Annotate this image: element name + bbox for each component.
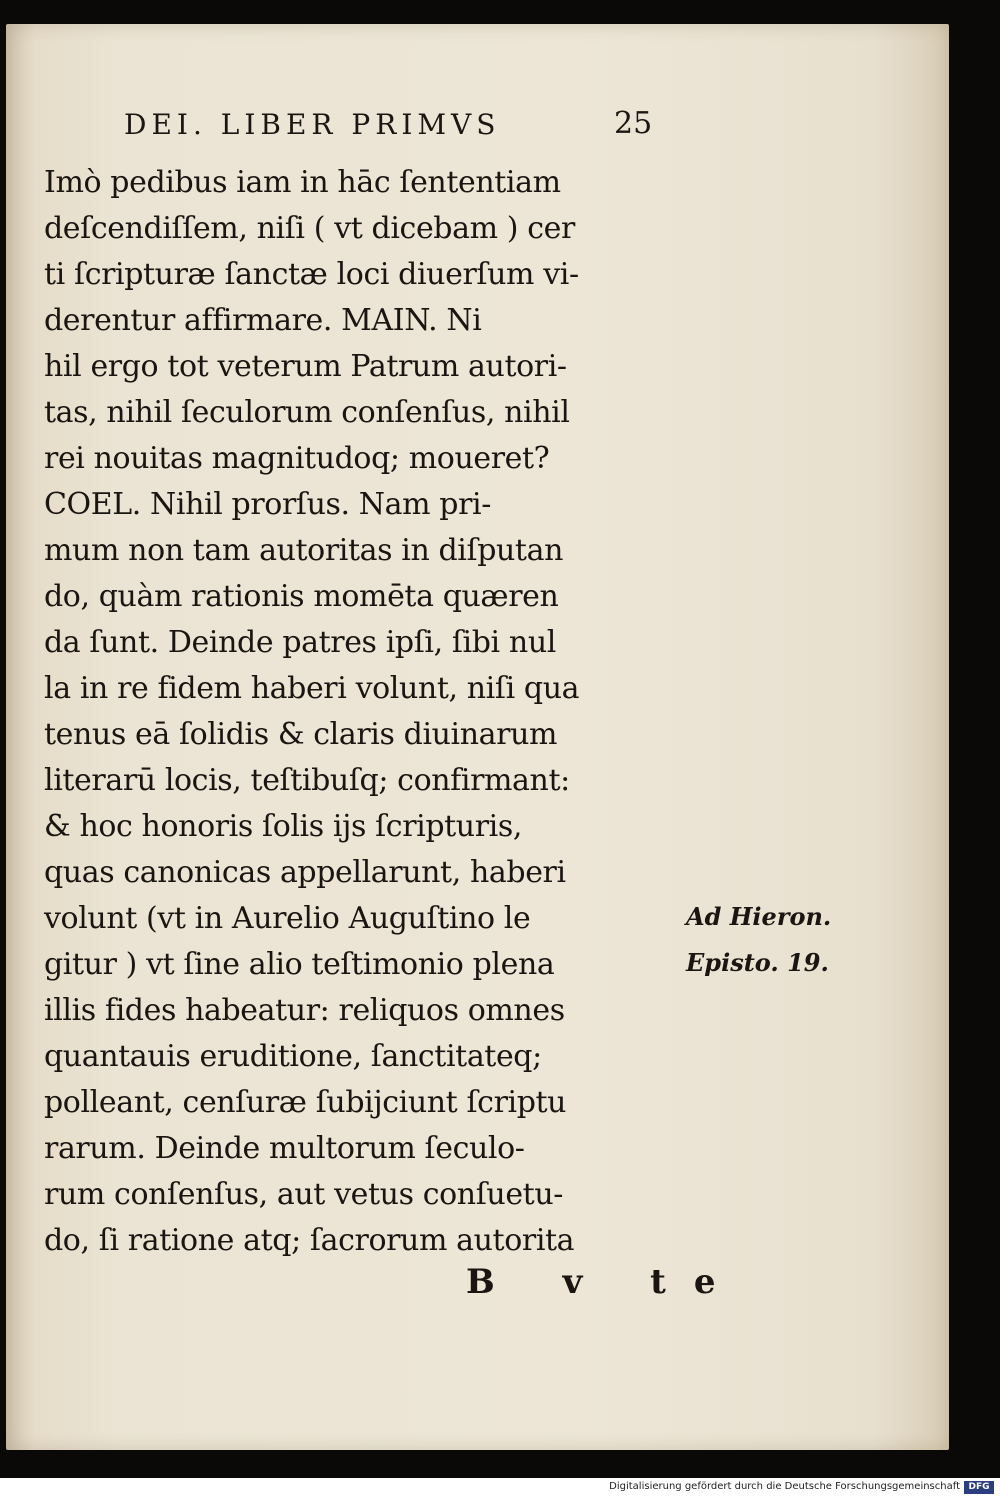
page-number: 25 [614,106,653,141]
text-line: tenus eā ſolidis & claris diuinarum [44,717,558,752]
text-line: literarū locis, teſtibuſq; confirmant: [44,763,570,798]
dfg-logo: DFG [964,1481,994,1494]
text-line: & hoc honoris ſolis ijs ſcripturis, [44,809,522,844]
text-line: derentur affirmare. MAIN. Ni [44,303,482,338]
text-line: Imò pedibus iam in hāc ſententiam [44,165,561,200]
footer-bar [0,1478,1000,1499]
signature-catchword: B v te [466,1262,744,1302]
text-line: la in re fidem haberi volunt, niſi qua [44,671,580,706]
text-line: do, quàm rationis momēta quæren [44,579,559,614]
text-line: hil ergo tot veterum Patrum autori- [44,349,567,384]
margin-note: Episto. 19. [686,948,829,977]
digitization-credit: Digitalisierung gefördert durch die Deutsche Forschungsgemeinschaft [609,1481,960,1492]
text-line: polleant, cenſuræ ſubijciunt ſcriptu [44,1085,567,1120]
text-line: tas, nihil ſeculorum conſenſus, nihil [44,395,570,430]
text-line: illis fides habeatur: reliquos omnes [44,993,565,1028]
text-line: quas canonicas appellarunt, haberi [44,855,566,890]
text-line: da ſunt. Deinde patres ipſi, ſibi nul [44,625,556,660]
body-text [44,160,674,1264]
running-head: DEI. LIBER PRIMVS [124,108,501,141]
text-line: deſcendiſſem, niſi ( vt dicebam ) cer [44,211,575,246]
text-line: rarum. Deinde multorum ſeculo- [44,1131,525,1166]
text-line: volunt (vt in Aurelio Auguſtino le [44,901,531,936]
text-line: rei nouitas magnitudoq; moueret? [44,441,550,476]
text-line: ti ſcripturæ ſanctæ loci diuerſum vi- [44,257,579,292]
text-line: mum non tam autoritas in diſputan [44,533,563,568]
text-line: rum conſenſus, aut vetus conſuetu- [44,1177,563,1212]
margin-note: Ad Hieron. [686,902,832,931]
text-line: do, ſi ratione atq; ſacrorum autorita [44,1223,575,1258]
text-line: quantauis eruditione, ſanctitateq; [44,1039,542,1074]
text-line: COEL. Nihil prorſus. Nam pri- [44,487,491,522]
text-line: gitur ) vt ſine alio teſtimonio plena [44,947,555,982]
